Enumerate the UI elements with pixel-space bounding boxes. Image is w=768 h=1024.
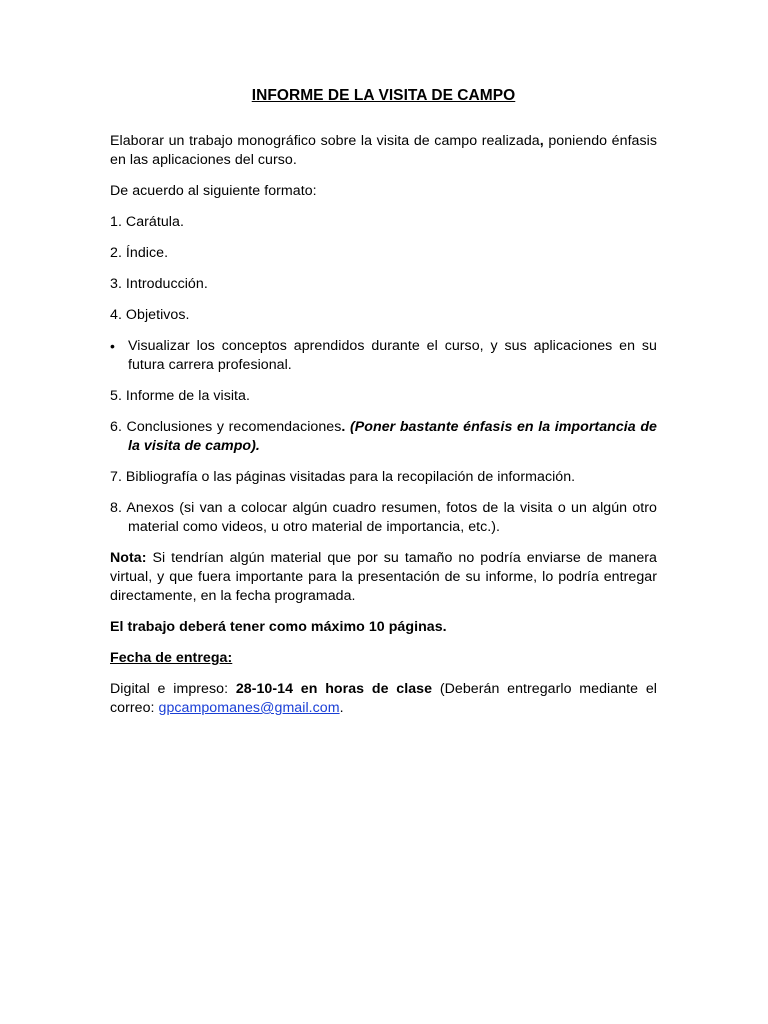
- format-lead: De acuerdo al siguiente formato:: [110, 183, 317, 199]
- conclusiones-dot: .: [341, 419, 346, 435]
- delivery-prefix: Digital e impreso:: [110, 681, 236, 697]
- fecha-entrega-heading: Fecha de entrega:: [110, 650, 233, 666]
- bullet-item: [110, 337, 657, 375]
- email-link[interactable]: gpcampomanes@gmail.com: [158, 700, 340, 716]
- list-item-objetivos: 4. Objetivos.: [110, 307, 190, 323]
- intro-text-b: poniendo énfasis en las aplicaciones del curso.: [110, 133, 657, 168]
- list-item-introduccion: 3. Introducción.: [110, 276, 208, 292]
- nota-text: Si tendrían algún material que por su tamaño no podría enviarse de manera virtual, y que fuera importante para la presentación de su informe, lo podría entregar directamente, en la fecha programada.: [110, 550, 657, 604]
- objetivos-bullet-list: [110, 337, 657, 375]
- list-item-informe: 5. Informe de la visita.: [110, 388, 250, 404]
- document-title: INFORME DE LA VISITA DE CAMPO: [251, 87, 516, 104]
- list-item-anexos: 8. Anexos (si van a colocar algún cuadro resumen, fotos de la visita o un algún otro material como videos, u otro material de importancia, etc.).: [110, 500, 657, 535]
- delivery-date: 28-10-14 en horas de clase: [235, 681, 433, 697]
- delivery-text: (Deberán entregarlo mediante el correo:: [110, 681, 657, 716]
- list-item-conclusiones: [110, 418, 657, 456]
- conclusiones-text: 6. Conclusiones y recomendaciones: [110, 419, 342, 435]
- delivery-end: .: [339, 700, 344, 716]
- list-item-bibliografia: 7. Bibliografía o las páginas visitadas para la recopilación de información.: [110, 469, 576, 485]
- conclusiones-emphasis: (Poner bastante énfasis en la importancia de la visita de campo).: [128, 419, 657, 454]
- bullet-item-text: Visualizar los conceptos aprendidos durante el curso, y sus aplicaciones en su futura carrera profesional.: [128, 338, 657, 373]
- list-item-indice: 2. Índice.: [110, 245, 169, 261]
- intro-paragraph: [110, 132, 657, 170]
- max-pages-note: El trabajo deberá tener como máximo 10 páginas.: [110, 619, 447, 635]
- nota-label: Nota:: [110, 550, 147, 566]
- intro-comma: ,: [539, 133, 544, 149]
- nota-paragraph: [110, 549, 657, 606]
- list-item-caratula: 1. Carátula.: [110, 214, 184, 230]
- document-page: [110, 86, 657, 730]
- intro-text-a: Elaborar un trabajo monográfico sobre la visita de campo realizada: [110, 133, 540, 149]
- delivery-paragraph: [110, 680, 657, 718]
- bullet-icon: •: [110, 338, 115, 354]
